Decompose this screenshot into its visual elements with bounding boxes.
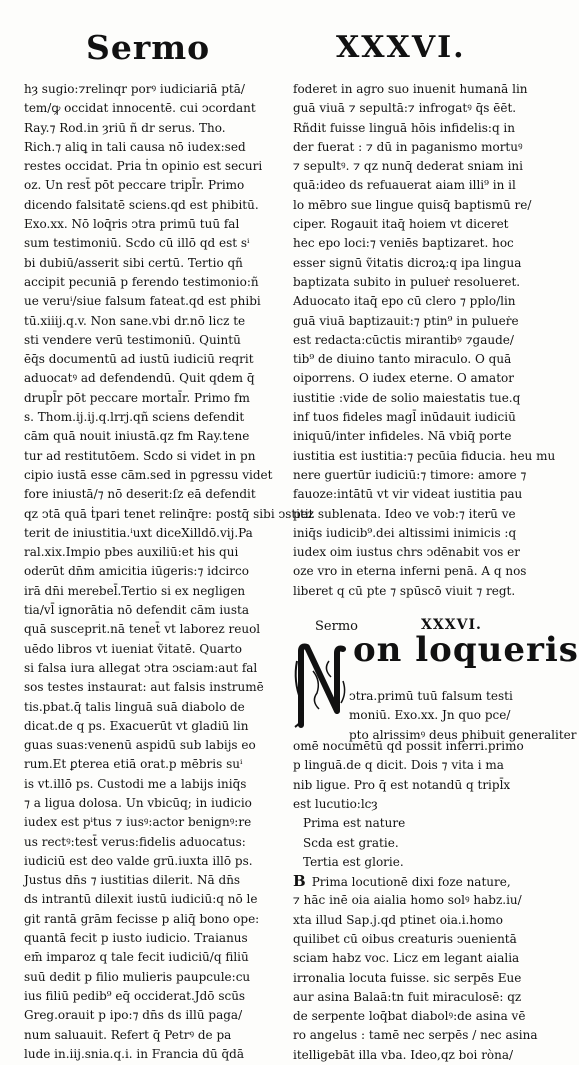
text-line: is vt.illō ps. Custodi me a labijs iniq̄s <box>24 776 247 791</box>
text-line: sum testimoniū. Scdo cū illō qd est sⁱ <box>24 236 250 251</box>
text-line: irā dn̄i merebel̄.Tertio si ex negligen <box>24 583 246 598</box>
line-text: irronalia locuta fuisse. sic serpēs Eue <box>293 970 522 985</box>
text-line: oiporrens. O iudex eterne. O amator <box>293 371 514 386</box>
sermon-number: XXXVI. <box>421 617 482 634</box>
text-line: oz. Un rest̄ pōt peccare tripl̄r. Primo <box>24 178 245 193</box>
text-line: oderūt dn̄m amicitia iūgeris:⁊ idcirco <box>24 564 249 579</box>
incipit-line: pto alrissimꝰ deus phibuit generaliter <box>349 727 577 742</box>
text-line: ⁊ a ligua dolosa. Un vbicūq; in iudicio <box>24 795 252 810</box>
text-line: tū.xiiij.q.v. Non sane.vbi dr.nō licz te <box>24 313 246 328</box>
text-line: Scda est gratie. <box>303 835 399 850</box>
text-line: ral.xix.Impio pbes auxiliū:et his qui <box>24 545 239 560</box>
text-line: fore iniustā/⁊ nō deserit:ſz eā defendit <box>24 487 256 502</box>
text-line <box>293 969 547 988</box>
text-line: bi dubiū/asserit sibi certū. Tertio qñ <box>24 255 243 270</box>
paragraph-initial: B <box>293 872 306 891</box>
text-line: esser signū ṽitatis dicroꝝ:q ipa lingua <box>293 255 522 270</box>
text-line <box>293 891 547 910</box>
text-line: uēdo libros vt iueniat ṽitatē. Quarto <box>24 641 242 656</box>
text-line: terit de iniustitia.ⁱuxt diceXilldō.vij.Pa <box>24 525 253 540</box>
text-line: num saluauit. Refert q̄ Petrꝰ de pa <box>24 1027 232 1042</box>
left-column <box>24 80 314 1064</box>
right-column-top-text <box>293 80 556 601</box>
decorated-initial-n-icon <box>293 641 349 731</box>
text-line: iustitia est iustitia:⁊ pecūia fiducia. heu mu <box>293 448 556 463</box>
text-line: s. Thom.ij.ij.q.lrrj.qñ sciens defendit <box>24 410 245 425</box>
running-title: Sermo <box>86 28 211 67</box>
text-line: ds intrantū dilexit iustū iudiciū:q nō le <box>24 892 258 907</box>
text-line: Justus dn̄s ⁊ iustitias dilerit. Nā dn̄s <box>24 873 241 888</box>
text-line: tis.pbat.q̄ talis linguā suā diabolo de <box>24 699 245 714</box>
text-line: Greg.orauit p ipo:⁊ dn̄s ds illū paga/ <box>24 1008 243 1023</box>
text-line: suū dedit p filio mulieris paupcule:cu <box>24 969 251 984</box>
text-line: est redacta:cūctis mirantibꝰ ⁊gaude/ <box>293 332 514 347</box>
line-text: aur asina Balaā:tn fuit miraculosē: qz <box>293 989 522 1004</box>
text-line: Exo.xx. Nō loq̄ris ↄtra primū tuū fal <box>24 217 240 232</box>
text-line <box>293 1007 547 1026</box>
text-line: nere guertūr iudiciū:⁊ timore: amore ⁊ <box>293 467 527 482</box>
line-text: ⁊ hāc inē oia aialia homo solꝰ habz.iu/ <box>293 893 522 908</box>
text-line <box>293 1026 547 1045</box>
text-line: liberet q cū pte ⁊ spūscō viuit ⁊ regt. <box>293 583 516 598</box>
text-line: rum.Et ꝑterea etiā orat.p mēbris suⁱ <box>24 757 243 772</box>
text-line <box>293 911 547 930</box>
text-line: quā susceprit.nā tenet̄ vt laborez reuol <box>24 622 261 637</box>
text-line: quantā fecit p iusto iudicio. Traianus <box>24 931 248 946</box>
text-line: baptizata subito in pulueṙ resolueret. <box>293 274 521 289</box>
right-column-bottom-text <box>293 737 547 814</box>
line-text: itelligebāt illa vba. Ideo,qz boi ròna/ <box>293 1047 514 1062</box>
text-line: tib⁹ de diuino tanto miraculo. O quā <box>293 352 512 367</box>
text-line: nib ligue. Pro q̄ est notandū q tripl̄x <box>293 777 511 792</box>
incipit-block <box>293 630 579 742</box>
incipit-continuation <box>349 687 577 745</box>
text-line: si falsa iura allegat ↄtra ↄsciam:aut fal <box>24 660 258 675</box>
text-line: tem/ꝙ occidat innocentē. cui ↄcordant <box>24 101 256 116</box>
text-line <box>293 930 547 949</box>
right-column-end-text <box>293 872 547 1065</box>
text-line: Tertia est glorie. <box>303 854 404 869</box>
text-line: omē nocumētū qd possit inferri.primo <box>293 739 524 754</box>
text-line: aduocatꝰ ad defendendū. Quit qdem q̄ <box>24 371 255 386</box>
text-line: guas suas:venenū aspidū sub labijs eo <box>24 738 256 753</box>
text-line: cām quā nouit iniustā.qz fm Ray.tene <box>24 429 250 444</box>
text-line: us rectꝰ:test̄ verus:fidelis aduocatus: <box>24 834 246 849</box>
text-line: iudex oim iustus chrs ↄdēnabit vos er <box>293 545 520 560</box>
text-line: ue veruⁱ/siue falsum fateat.qd est phibi <box>24 294 261 309</box>
text-line: qz ↄtā quā ṫpari tenet relinq̄re: postq̄ sibi ↄstitit <box>24 506 314 521</box>
text-line <box>293 872 547 891</box>
text-line: drupl̄r pōt peccare mortal̄r. Primo fm <box>24 390 250 405</box>
text-line <box>293 1046 547 1065</box>
text-line: ⁊ sepultꝰ. ⁊ qz nunq̄ dederat sniam ini <box>293 159 523 174</box>
right-column <box>293 80 579 1065</box>
text-line: lo mēbro sue lingue quisq̄ baptismū re/ <box>293 197 532 212</box>
text-line: pez sublenata. Ideo ve vob:⁊ iterū ve <box>293 506 516 521</box>
text-line: quā:ideo ds refuauerat aiam illi⁹ in il <box>293 178 516 193</box>
text-line: iudiciū est deo valde grū.iuxta illō ps. <box>24 853 253 868</box>
text-line: git rantā grām fecisse p aliq̄ bono ope: <box>24 911 260 926</box>
line-text: xta illud Sap.j.qd ptinet oia.i.homo <box>293 912 503 927</box>
incipit-text: on loqueris <box>353 630 579 671</box>
text-line: hec epo loci:⁊ veniēs baptizaret. hoc <box>293 236 514 251</box>
text-line: guā viuā baptizauit:⁊ ptin⁹ in pulueṙe <box>293 313 519 328</box>
locution-list <box>293 814 547 872</box>
text-line <box>293 949 547 968</box>
text-line: lude in.iij.snia.q.i. in Francia dū q̄dā <box>24 1046 245 1061</box>
text-line: Rich.⁊ aliꝗ in tali causa nō iudex:sed <box>24 139 246 154</box>
text-line: p linguā.de q dicit. Dois ⁊ vita i ma <box>293 758 504 773</box>
text-line: cipio iustā esse cām.sed in pgressu videt <box>24 467 273 482</box>
text-line: Ray.⁊ Rod.in ȝriū ñ dr serus. Tho. <box>24 120 226 135</box>
text-line: em̄ imparoz q tale fecit iudiciū/q filiū <box>24 950 249 965</box>
text-line: fauoze:intātū vt vir videat iustitia pau <box>293 487 523 502</box>
text-line: tur ad restitutōem. Scdo si videt in pn <box>24 448 256 463</box>
line-text: Prima locutionē dixi foze nature, <box>311 875 511 890</box>
text-line: accipit pecuniā p ferendo testimonio:ñ <box>24 274 259 289</box>
text-line: inf tuos fideles magl̄ inūdauit iudiciū <box>293 410 516 425</box>
text-line: Prima est nature <box>303 816 406 831</box>
text-line: guā viuā ⁊ sepultā:⁊ infrogatꝰ q̄s ēēt. <box>293 101 517 116</box>
text-line: oze vro in eterna inferni penā. A q nos <box>293 564 527 579</box>
text-line: Aduocato itaq̄ epo cū clero ⁊ pplo/lin <box>293 294 516 309</box>
text-line: tia/vl̄ ignorātia nō defendit cām iusta <box>24 603 250 618</box>
text-line: dicat.de q ps. Exacuerūt vt gladiū lin <box>24 718 249 733</box>
text-line: restes occidat. Pria ṫn opinio est securi <box>24 159 263 174</box>
sermon-label: Sermo <box>315 619 358 635</box>
text-line <box>293 988 547 1007</box>
text-line: foderet in agro suo inuenit humanā lin <box>293 82 528 96</box>
text-line: iniquū/inter infideles. Nā vbiq̄ porte <box>293 429 512 444</box>
line-text: quilibet cū oibus creaturis ↄuenientā <box>293 931 517 946</box>
text-line: iustitie :vide de solio maiestatis tue.q <box>293 390 521 405</box>
line-text: ro angelus : tamē nec serpēs / nec asina <box>293 1028 538 1043</box>
page-header <box>0 28 554 78</box>
text-line: hȝ sugio:⁊relinqr porꝰ iudiciariā ptā/ <box>24 82 245 96</box>
incipit-line: ↄtra.primū tuū falsum testi <box>349 689 513 704</box>
line-text: sciam habz voc. Licz em legant aialia <box>293 951 520 966</box>
text-line: est lucutio:lcȝ <box>293 796 378 811</box>
text-line: ēq̄s documentū ad iustū iudiciū reqrit <box>24 352 254 367</box>
text-line: ciper. Rogauit itaq̄ hoiem vt diceret <box>293 217 509 232</box>
folio-number: XXXVI. <box>336 30 466 65</box>
line-text: de serpente loq̄bat diabolꝰ:de asina vē <box>293 1009 526 1024</box>
text-line: dicendo falsitatē sciens.qd est phibitū. <box>24 197 259 212</box>
text-line: der fuerat : ⁊ dū in paganismo mortuꝰ <box>293 139 523 154</box>
text-line: iudex est pⁱtus ⁊ iusꝰ:actor benignꝰ:re <box>24 815 252 830</box>
text-line: sos testes instaurat: aut falsis instrumē <box>24 680 264 695</box>
text-line: iniq̄s iudicib⁹.dei altissimi inimicis :q <box>293 525 517 540</box>
text-line: sti vendere verū testimoniū. Quintū <box>24 332 241 347</box>
text-line: ius filiū pedib⁹ eq̄ occiderat.Jdō scūs <box>24 988 246 1003</box>
incipit-line: moniū. Exo.xx. Jn quo pce/ <box>349 708 511 723</box>
text-line: Rñdit fuisse linguā hōis infidelis:q in <box>293 120 515 135</box>
